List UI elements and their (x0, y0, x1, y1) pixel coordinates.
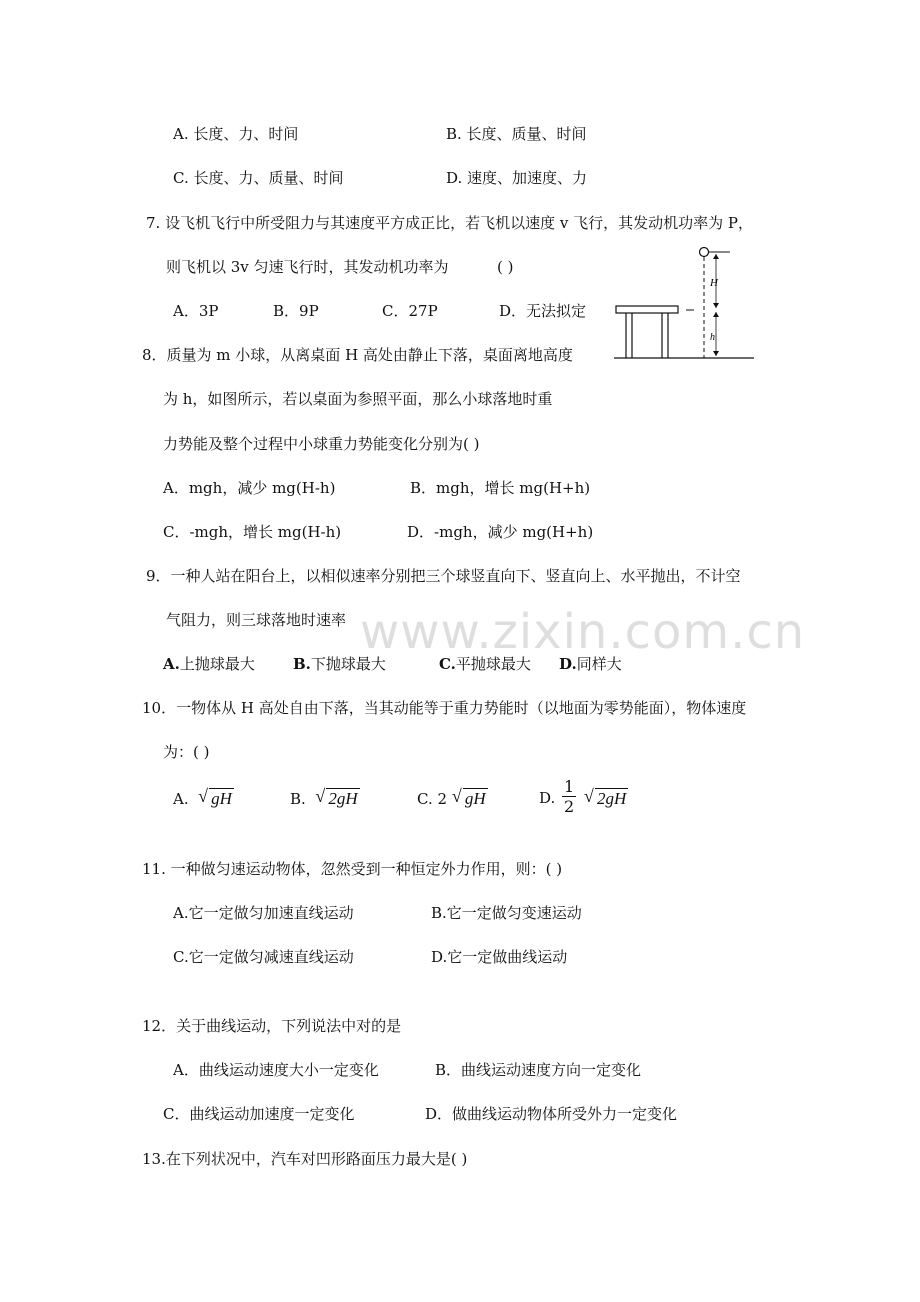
watermark: www.zixin.com.cn (360, 604, 806, 660)
q6-option-c: C. 长度、力、质量、时间 (173, 169, 344, 187)
q9-stem-line2: 气阻力，则三球落地时速率 (166, 611, 347, 629)
q9-option-a: A.上抛球最大 (163, 655, 255, 673)
q9-option-b: B.下抛球最大 (293, 655, 386, 673)
q11-stem: 11. 一种做匀速运动物体，忽然受到一种恒定外力作用，则：( ) (142, 860, 563, 878)
q10-option-d-key: D. (539, 789, 556, 807)
table-ball-figure (606, 244, 756, 364)
q8-stem-line3: 力势能及整个过程中小球重力势能变化分别为( ) (163, 435, 480, 453)
sqrt-gH: √ gH (198, 786, 232, 808)
q9-stem-line1: 9．一种人站在阳台上，以相似速率分别把三个球竖直向下、竖直向上、水平抛出，不计空 (146, 567, 741, 585)
height-h-label: h (710, 332, 715, 343)
q10-option-d-expr (584, 788, 628, 809)
q8-option-a: A．mgh，减少 mg(H-h) (163, 479, 336, 497)
q11-option-b: B.它一定做匀变速运动 (431, 904, 582, 922)
q12-option-d: D．做曲线运动物体所受外力一定变化 (425, 1105, 678, 1123)
q12-option-b: B．曲线运动速度方向一定变化 (435, 1061, 642, 1079)
q8-option-d: D．-mgh，减少 mg(H+h) (407, 523, 594, 541)
q6-option-a: A. 长度、力、时间 (173, 125, 299, 143)
q12-stem: 12．关于曲线运动，下列说法中对的是 (142, 1017, 402, 1035)
q11-option-a: A.它一定做匀加速直线运动 (173, 904, 354, 922)
q10-option-b: B. √ 2gH (290, 786, 358, 808)
q10-option-c: C. 2 √ gH (417, 786, 486, 808)
q12-option-a: A．曲线运动速度大小一定变化 (173, 1061, 379, 1079)
q13-stem: 13.在下列状况中，汽车对凹形路面压力最大是( ) (142, 1150, 468, 1168)
q7-option-c: C．27P (382, 302, 438, 320)
q11-option-c: C.它一定做匀减速直线运动 (173, 948, 354, 966)
q9-option-c: C.平抛球最大 (439, 655, 531, 673)
q10-stem-line2: 为：( ) (163, 743, 210, 761)
fraction-one-half: $\frac{1}{2}$ (564, 777, 575, 816)
q10-option-a: A. √ gH (173, 786, 232, 808)
q11-option-d: D.它一定做曲线运动 (431, 948, 568, 966)
q7-answer-paren: ( ) (497, 258, 514, 276)
sqrt-2gH: √ 2gH (584, 786, 627, 808)
q7-stem-line2: 则飞机以 3v 匀速飞行时，其发动机功率为 (166, 258, 449, 276)
tabletop (616, 306, 678, 313)
q7-option-d: D．无法拟定 (499, 302, 587, 320)
q10-stem-line1: 10．一物体从 H 高处自由下落，当其动能等于重力势能时（以地面为零势能面），物体速度 (142, 699, 747, 717)
q6-option-b: B. 长度、质量、时间 (446, 125, 587, 143)
q12-option-c: C．曲线运动加速度一定变化 (163, 1105, 355, 1123)
sqrt-2gH: √ 2gH (315, 786, 358, 808)
q8-option-c: C．-mgh，增长 mg(H-h) (163, 523, 342, 541)
ball (700, 248, 709, 257)
q8-stem-line1: 8．质量为 m 小球，从离桌面 H 高处由静止下落，桌面离地高度 (142, 346, 573, 364)
q7-option-a: A．3P (173, 302, 219, 320)
height-H-label: H (710, 277, 718, 289)
q8-stem-line2: 为 h，如图所示，若以桌面为参照平面，那么小球落地时重 (163, 390, 553, 408)
q7-option-b: B．9P (273, 302, 319, 320)
sqrt-gH: √ gH (451, 786, 486, 808)
q8-option-b: B．mgh，增长 mg(H+h) (410, 479, 591, 497)
q9-option-d: D.同样大 (559, 655, 622, 673)
q7-stem-line1: 7. 设飞机飞行中所受阻力与其速度平方成正比，若飞机以速度 v 飞行，其发动机功率为 P， (146, 214, 753, 232)
q6-option-d: D. 速度、加速度、力 (446, 169, 588, 187)
